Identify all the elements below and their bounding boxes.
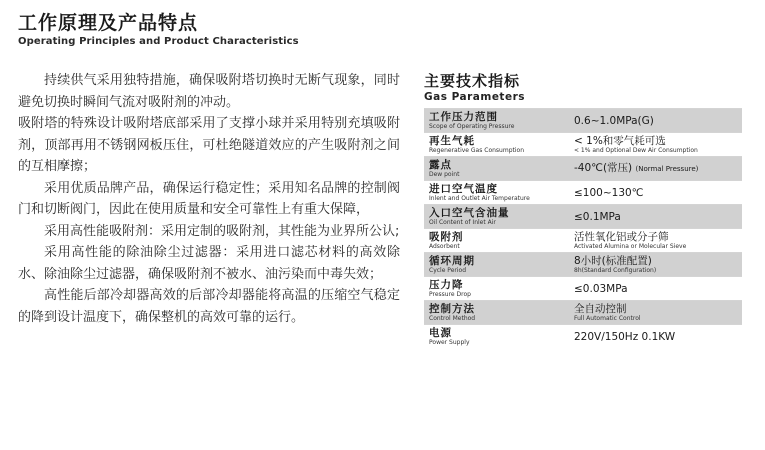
spec-value: ≤100~130℃ [574, 186, 644, 199]
spec-label-en: Pressure Drop [429, 291, 471, 298]
paragraph-continuous-supply: 持续供气采用独特措施，确保吸附塔切换时无断气现象，同时避免切换时瞬间气流对吸附剂的冲动。 [18, 73, 400, 110]
specs-subtitle: Gas Parameters [424, 91, 526, 103]
spec-label: 工作压力范围 [429, 111, 498, 123]
spec-label-en: Regenerative Gas Consumption [429, 147, 524, 154]
spec-label-en: Scope of Operating Pressure [429, 123, 515, 130]
spec-label: 电源 [429, 327, 452, 339]
specs-title: 主要技术指标 [424, 72, 521, 90]
spec-label-en: Oil Content of Inlet Air [429, 219, 496, 226]
paragraph-aftercooler: 高性能后部冷却器高效的后部冷却器能将高温的压缩空气稳定的降到设计温度下，确保整机的高效可靠的运行。 [18, 288, 400, 325]
spec-value: 全自动控制 [574, 302, 627, 315]
spec-row-air-temperature [424, 180, 742, 204]
spec-value: 0.6~1.0MPa(G) [574, 114, 654, 127]
spec-label: 吸附剂 [429, 231, 464, 243]
paragraph-quality-brands: 采用优质品牌产品，确保运行稳定性；采用知名品牌的控制阀门和切断阀门，因此在使用质量和安全可靠性上有重大保障， [18, 180, 400, 217]
page-title: 工作原理及产品特点 [18, 12, 199, 34]
spec-row-operating-pressure [424, 108, 742, 132]
spec-value: -40℃(常压) [574, 162, 633, 174]
page-subtitle: Operating Principles and Product Characteristics [18, 36, 299, 47]
spec-value-en: Full Automatic Control [574, 314, 641, 322]
spec-row-control-method [424, 300, 742, 324]
spec-label: 露点 [429, 159, 452, 171]
spec-row-dew-point [424, 156, 742, 180]
spec-value: ≤0.03MPa [574, 282, 628, 295]
spec-value-en: Activated Alumina or Molecular Sieve [574, 242, 687, 250]
spec-label-en: Inlent and Outlet Air Temperature [429, 195, 530, 202]
paragraph-tower-design: 吸附塔的特殊设计吸附塔底部采用了支撑小球并采用特别充填吸附剂，顶部再用不锈钢网板压住，可杜绝隧道效应的产生吸附剂之间的互相摩擦； [18, 116, 400, 174]
principles-text [18, 70, 400, 328]
paragraph-adsorbent: 采用高性能吸附剂：采用定制的吸附剂，其性能为业界所公认; [44, 223, 400, 239]
spec-label-en: Cycle Period [429, 267, 467, 274]
spec-label-en: Power Supply [429, 339, 470, 346]
spec-label: 控制方法 [429, 303, 475, 315]
spec-row-oil-content [424, 204, 742, 228]
spec-row-power-supply [424, 324, 742, 348]
spec-label-en: Dew point [429, 171, 460, 178]
spec-value-en: 8h(Standard Configuration) [574, 266, 657, 274]
spec-row-regenerative-gas [424, 132, 742, 156]
spec-label: 循环周期 [429, 255, 475, 267]
spec-label-en: Control Method [429, 315, 476, 322]
spec-row-cycle-period [424, 252, 742, 276]
spec-value: 活性氧化铝或分子筛 [574, 230, 669, 243]
spec-value: 220V/150Hz 0.1KW [574, 330, 676, 343]
specs-table [424, 108, 742, 348]
spec-label: 再生气耗 [429, 135, 475, 147]
spec-row-adsorbent [424, 228, 742, 252]
spec-label: 入口空气含油量 [429, 207, 510, 219]
spec-label-en: Adsorbent [429, 243, 460, 250]
spec-row-pressure-drop [424, 276, 742, 300]
spec-value-note: (Normal Pressure) [635, 165, 699, 173]
paragraph-filters: 采用高性能的除油除尘过滤器：采用进口滤芯材料的高效除水、除油除尘过滤器，确保吸附剂不被水、油污染而中毒失效； [18, 245, 400, 282]
spec-value: < 1%和零气耗可选 [574, 134, 666, 147]
spec-label: 压力降 [429, 279, 464, 291]
spec-value-en: < 1% and Optional Dew Air Consumption [574, 146, 698, 154]
spec-value: 8小时(标准配置) [574, 254, 652, 267]
spec-value: ≤0.1MPa [574, 210, 621, 223]
spec-label: 进口空气温度 [429, 183, 498, 195]
